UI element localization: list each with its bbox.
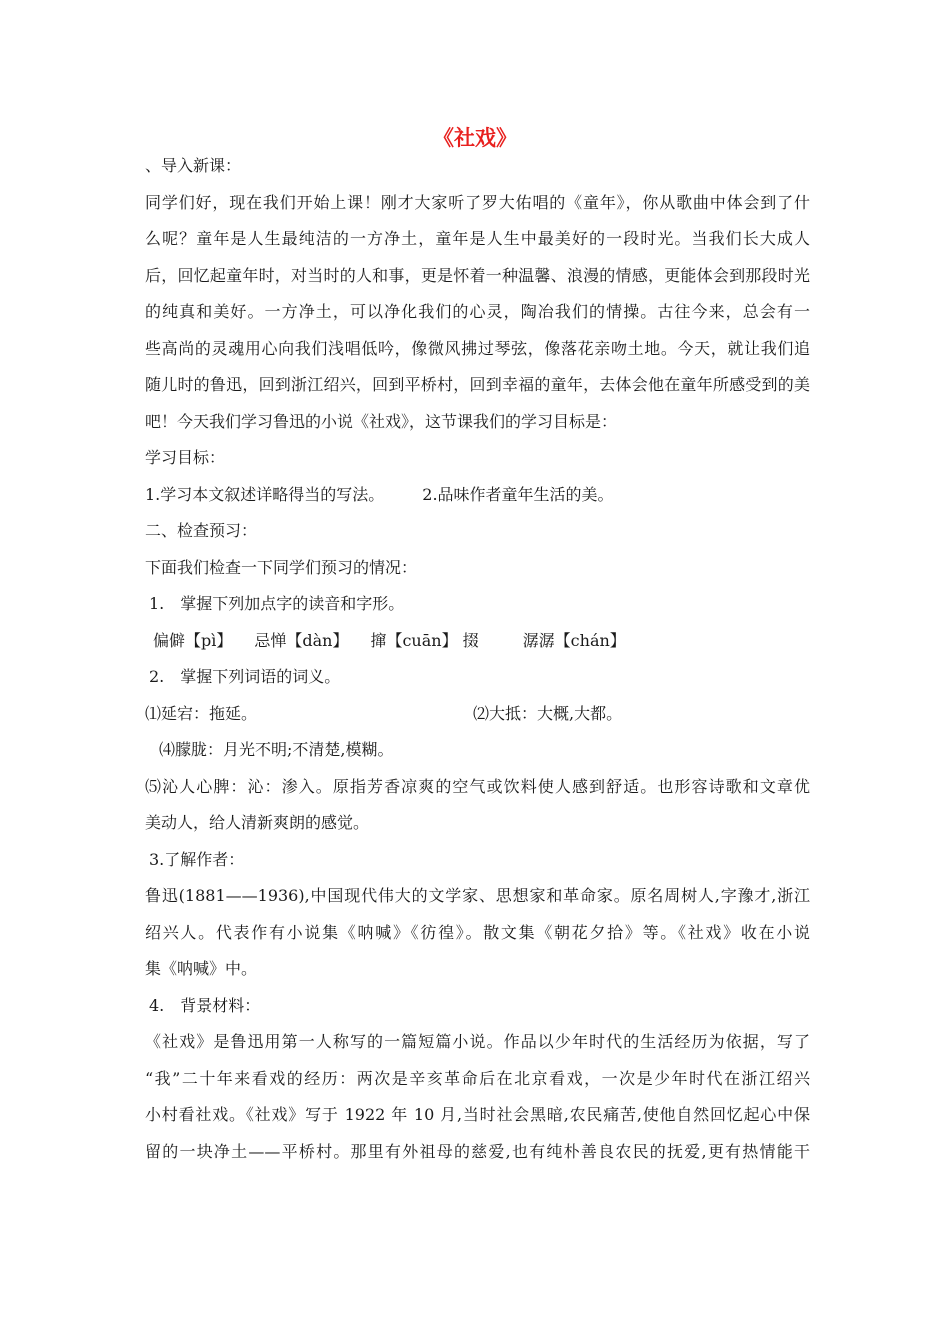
definition-item: ⑵大抵：大概,大都。 (473, 703, 623, 723)
paragraph-line: 么呢？童年是人生最纯洁的一方净土，童年是人生中最美好的一段时光。当我们长大成人 (145, 229, 810, 248)
goal-item: 2.品味作者童年生活的美。 (422, 484, 614, 504)
definitions-row (145, 696, 810, 733)
paragraph-line: 鲁迅(1881——1936),中国现代伟大的文学家、思想家和革命家。原名周树人,字豫才,浙江 (145, 886, 810, 905)
goal-item: 1.学习本文叙述详略得当的写法。 (145, 484, 385, 504)
paragraph-line: 同学们好，现在我们开始上课！刚才大家听了罗大佑唱的《童年》，你从歌曲中体会到了什 (145, 192, 810, 212)
paragraph-line: 美动人，给人清新爽朗的感觉。 (145, 813, 370, 832)
paragraph-line: 随儿时的鲁迅，回到浙江绍兴，回到平桥村，回到幸福的童年，去体会他在童年所感受到的美 (145, 375, 810, 394)
paragraph-line: 的纯真和美好。一方净土，可以净化我们的心灵，陶冶我们的情操。古往今来，总会有一 (145, 302, 810, 321)
document-body (145, 148, 810, 1170)
paragraph-line: 《社戏》是鲁迅用第一人称写的一篇短篇小说。作品以少年时代的生活经历为依据，写了 (145, 1032, 810, 1051)
goals-list (145, 477, 810, 514)
definition-item (145, 769, 810, 842)
document-title: 《社戏》 (433, 125, 517, 150)
definition-item: ⑷朦胧：月光不明;不清楚,模糊。 (159, 740, 394, 759)
paragraph-line: 吧！今天我们学习鲁迅的小说《社戏》，这节课我们的学习目标是： (145, 411, 618, 431)
pinyin-list (145, 623, 810, 660)
pinyin-item: 潺潺【chán】 (522, 630, 626, 650)
pinyin-item: 偏僻【pì】 (153, 630, 233, 650)
intro-heading: 、导入新课： (145, 156, 242, 175)
pinyin-item: 撺【cuān】 掇 (370, 630, 479, 650)
paragraph-line: 集《呐喊》中。 (145, 959, 258, 978)
paragraph-line: 留的一块净土——平桥村。那里有外祖母的慈爱,也有纯朴善良农民的抚爱,更有热情能干 (145, 1141, 810, 1161)
author-paragraph (145, 878, 810, 988)
paragraph-line: 后，回忆起童年时，对当时的人和事，更是怀着一种温馨、浪漫的情感，更能体会到那段时光 (145, 265, 810, 285)
paragraph-line: ⑸沁人心脾：沁：渗入。原指芳香凉爽的空气或饮料使人感到舒适。也形容诗歌和文章优 (145, 776, 810, 796)
intro-paragraph (145, 185, 810, 441)
item-1: 1. 掌握下列加点字的读音和字形。 (149, 594, 405, 613)
item-3: 3.了解作者： (149, 849, 245, 869)
paragraph-line: 绍兴人。代表作有小说集《呐喊》《彷徨》。散文集《朝花夕拾》等。《社戏》收在小说 (145, 922, 810, 942)
item-2: 2. 掌握下列词语的词义。 (149, 667, 341, 686)
paragraph-line: “我”二十年来看戏的经历：两次是辛亥革命后在北京看戏，一次是少年时代在浙江绍兴 (145, 1068, 810, 1088)
background-paragraph (145, 1024, 810, 1170)
preview-intro: 下面我们检查一下同学们预习的情况： (145, 557, 418, 577)
preview-heading: 二、检查预习： (145, 521, 258, 540)
paragraph-line: 小村看社戏。《社戏》写于 1922 年 10 月,当时社会黑暗,农民痛苦,使他自然回忆起心中保 (145, 1105, 810, 1124)
paragraph-line: 些高尚的灵魂用心向我们浅唱低吟，像微风拂过琴弦，像落花亲吻土地。今天，就让我们追 (145, 338, 810, 358)
item-4: 4. 背景材料： (149, 995, 261, 1015)
definition-item: ⑴延宕：拖延。 (145, 703, 258, 723)
pinyin-item: 忌惮【dàn】 (254, 630, 349, 650)
goals-heading: 学习目标： (145, 448, 226, 467)
